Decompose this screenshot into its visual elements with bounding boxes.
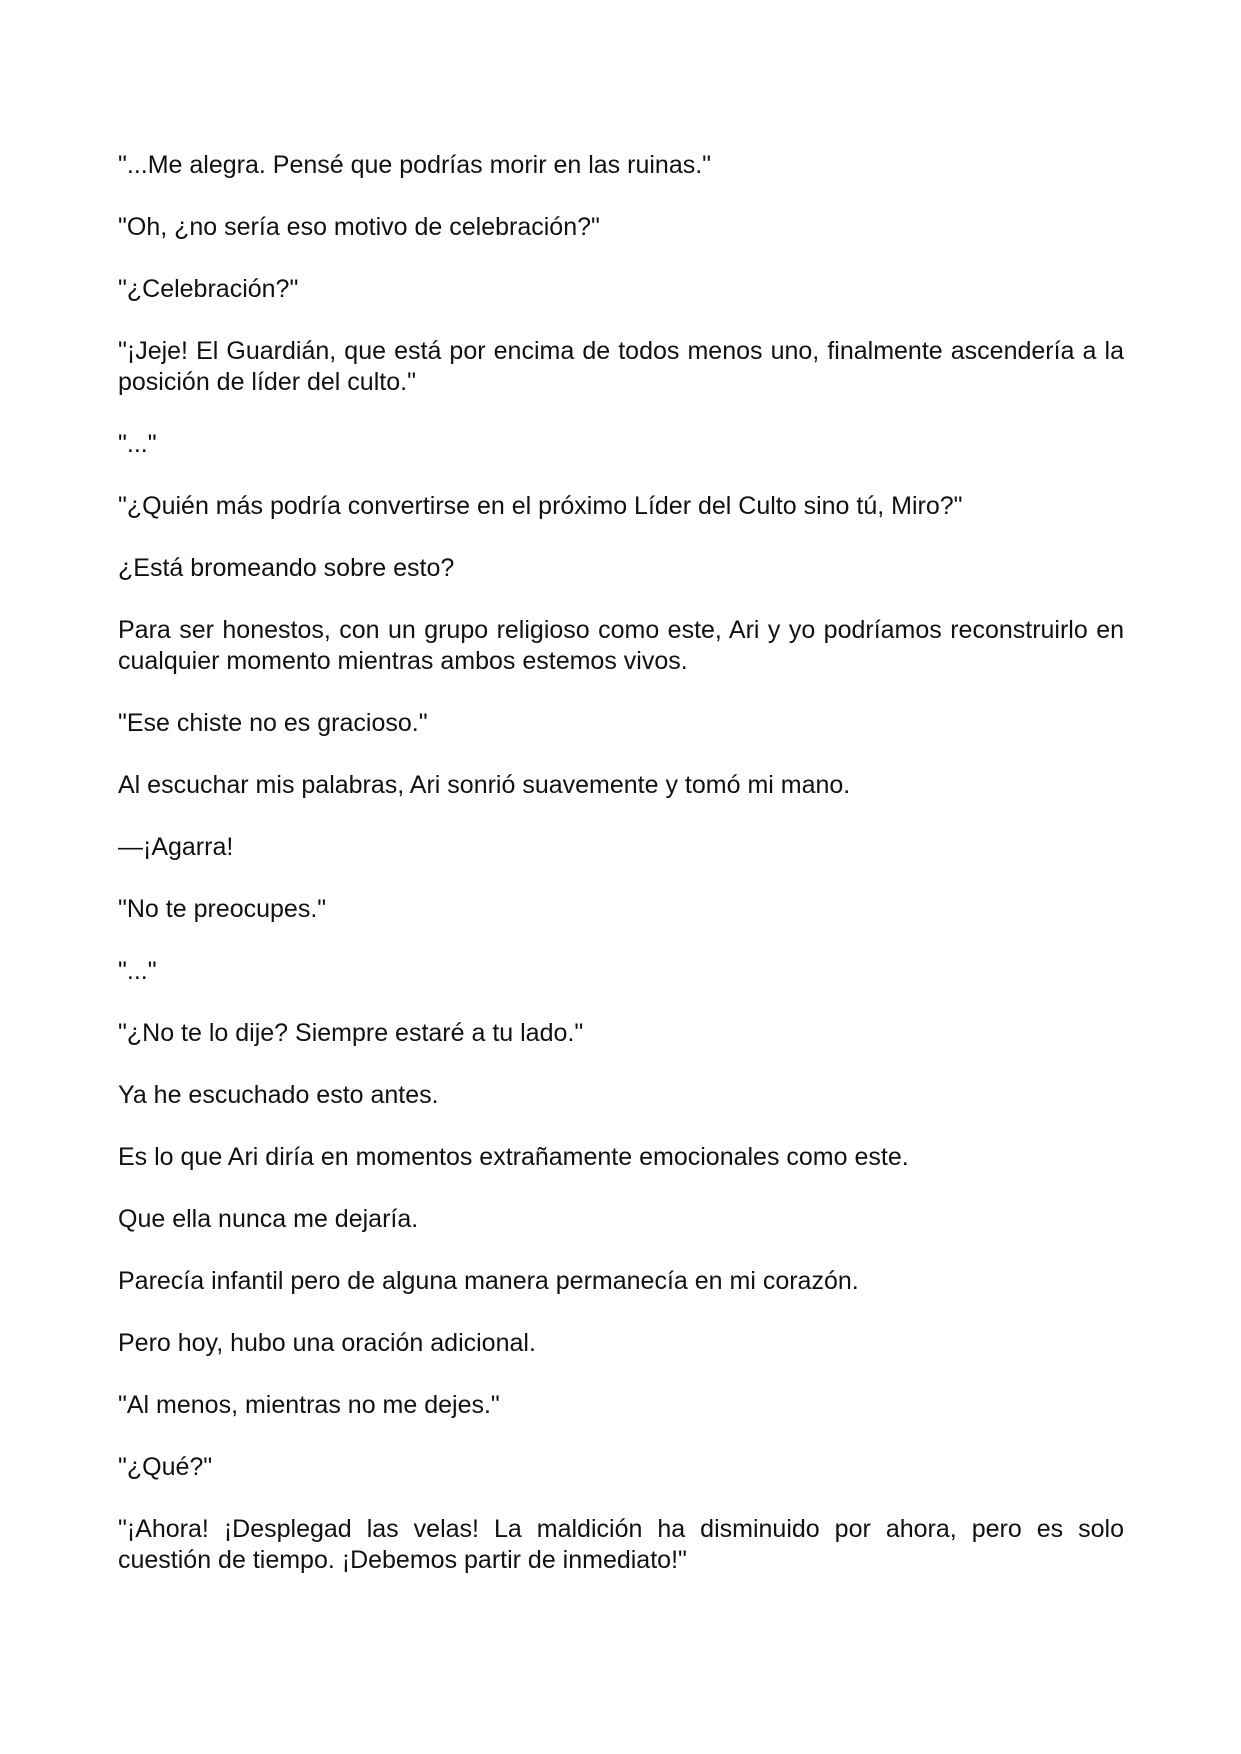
paragraph: "¡Ahora! ¡Desplegad las velas! La maldición ha disminuido por ahora, pero es solo cuestión de tiempo. ¡Debemos partir de inmediato!" [118, 1515, 1124, 1574]
paragraph: "Al menos, mientras no me dejes." [118, 1391, 500, 1419]
paragraph: "Oh, ¿no sería eso motivo de celebración?" [118, 213, 600, 241]
paragraph: "¿Celebración?" [118, 275, 299, 303]
paragraph: "No te preocupes." [118, 895, 327, 923]
paragraph: Para ser honestos, con un grupo religioso como este, Ari y yo podríamos reconstruirlo en cualquier momento mientras ambos estemos vivos. [118, 616, 1124, 675]
paragraph: Pero hoy, hubo una oración adicional. [118, 1329, 536, 1357]
paragraph: Ya he escuchado esto antes. [118, 1081, 439, 1109]
paragraph: "..." [118, 957, 157, 985]
paragraph: "Ese chiste no es gracioso." [118, 709, 428, 737]
paragraph: Es lo que Ari diría en momentos extrañamente emocionales como este. [118, 1143, 909, 1171]
paragraph: "..." [118, 430, 157, 458]
paragraph: —¡Agarra! [118, 833, 234, 861]
paragraph: Al escuchar mis palabras, Ari sonrió suavemente y tomó mi mano. [118, 771, 851, 799]
paragraph: Parecía infantil pero de alguna manera permanecía en mi corazón. [118, 1267, 859, 1295]
paragraph: "...Me alegra. Pensé que podrías morir en las ruinas." [118, 151, 712, 179]
paragraph: Que ella nunca me dejaría. [118, 1205, 419, 1233]
paragraph: "¿Qué?" [118, 1453, 213, 1481]
paragraph: ¿Está bromeando sobre esto? [118, 554, 455, 582]
paragraph: "¿No te lo dije? Siempre estaré a tu lado." [118, 1019, 584, 1047]
document-body [118, 150, 1124, 1607]
paragraph: "¡Jeje! El Guardián, que está por encima de todos menos uno, finalmente ascendería a la posición de líder del culto." [118, 337, 1124, 396]
paragraph: "¿Quién más podría convertirse en el próximo Líder del Culto sino tú, Miro?" [118, 492, 963, 520]
